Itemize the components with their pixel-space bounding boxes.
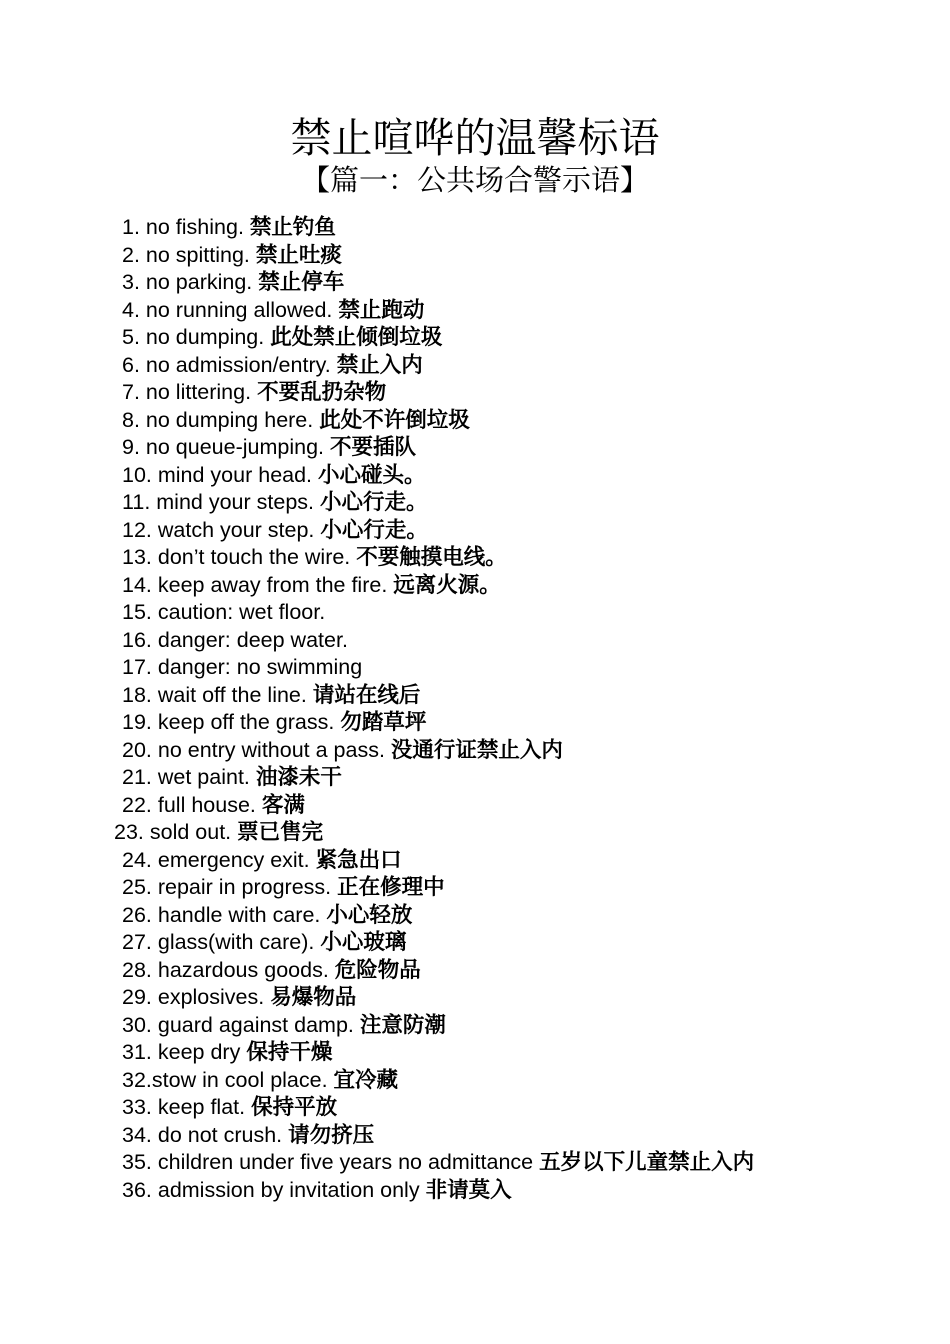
chinese-phrase: 紧急出口: [315, 847, 402, 873]
list-item: [122, 627, 754, 655]
list-item: [122, 984, 754, 1012]
list-item: [122, 352, 754, 380]
chinese-phrase: 此处禁止倾倒垃圾: [270, 325, 443, 350]
english-phrase: 28. hazardous goods.: [122, 957, 329, 982]
list-item: [122, 462, 754, 490]
list-item: [122, 572, 754, 600]
sign-phrase-list: [114, 214, 755, 1204]
list-item: [122, 709, 754, 737]
chinese-phrase: 禁止跑动: [338, 297, 425, 323]
chinese-phrase: 注意防潮: [359, 1012, 446, 1038]
list-item: [122, 764, 754, 792]
list-item: [122, 654, 754, 682]
list-item: [122, 737, 754, 765]
english-phrase: 15. caution: wet floor.: [122, 600, 326, 624]
chinese-phrase: 保持干燥: [246, 1040, 333, 1065]
chinese-phrase: 请站在线后: [312, 682, 421, 708]
english-phrase: 14. keep away from the fire.: [122, 572, 388, 597]
english-phrase: 5. no dumping.: [122, 325, 265, 349]
chinese-phrase: 禁止停车: [258, 270, 345, 295]
chinese-phrase: 小心碰头。: [318, 462, 426, 488]
chinese-phrase: 五岁以下儿童禁止入内: [539, 1150, 755, 1175]
list-item: [122, 682, 754, 710]
chinese-phrase: 宜冷藏: [333, 1067, 399, 1093]
english-phrase: 1. no fishing.: [122, 215, 244, 239]
list-item: [122, 1067, 754, 1095]
list-item: [122, 1012, 754, 1040]
list-item: [122, 434, 754, 462]
english-phrase: 11. mind your steps.: [122, 490, 314, 514]
chinese-phrase: 票已售完: [237, 820, 324, 845]
english-phrase: 27. glass(with care).: [122, 930, 315, 954]
list-item: [122, 792, 754, 820]
english-phrase: 2. no spitting.: [122, 242, 250, 267]
section-subtitle: 【篇一：公共场合警示语】: [300, 163, 649, 197]
list-item: [122, 929, 754, 957]
chinese-phrase: 易爆物品: [270, 985, 357, 1010]
english-phrase: 33. keep flat.: [122, 1095, 246, 1119]
english-phrase: 17. danger: no swimming: [122, 655, 363, 679]
chinese-phrase: 此处不许倒垃圾: [319, 407, 470, 433]
english-phrase: 29. explosives.: [122, 985, 265, 1009]
list-item: [122, 599, 754, 627]
chinese-phrase: 小心行走。: [320, 517, 428, 543]
list-item: [122, 1149, 754, 1177]
english-phrase: 30. guard against damp.: [122, 1012, 354, 1037]
english-phrase: 4. no running allowed.: [122, 297, 333, 322]
english-phrase: 8. no dumping here.: [122, 407, 314, 432]
chinese-phrase: 禁止吐痰: [255, 242, 342, 268]
english-phrase: 7. no littering.: [122, 380, 252, 404]
english-phrase: 19. keep off the grass.: [122, 710, 335, 734]
chinese-phrase: 客满: [261, 792, 305, 818]
chinese-phrase: 小心轻放: [326, 902, 413, 928]
chinese-phrase: 禁止入内: [336, 352, 423, 378]
english-phrase: 31. keep dry: [122, 1040, 241, 1064]
list-item: [122, 1039, 754, 1067]
english-phrase: 32.stow in cool place.: [122, 1067, 328, 1092]
chinese-phrase: 小心行走。: [319, 490, 428, 515]
list-item: [122, 214, 754, 242]
english-phrase: 18. wait off the line.: [122, 682, 307, 707]
list-item: [122, 544, 754, 572]
english-phrase: 20. no entry without a pass.: [122, 737, 385, 762]
list-item: [122, 1122, 754, 1150]
english-phrase: 6. no admission/entry.: [122, 352, 331, 377]
list-item: [122, 297, 754, 325]
english-phrase: 12. watch your step.: [122, 517, 315, 542]
english-phrase: 24. emergency exit.: [122, 847, 310, 872]
english-phrase: 22. full house.: [122, 792, 256, 817]
list-item: [122, 379, 754, 407]
english-phrase: 10. mind your head.: [122, 462, 313, 487]
chinese-phrase: 非请莫入: [425, 1177, 512, 1203]
english-phrase: 23. sold out.: [114, 820, 232, 844]
english-phrase: 3. no parking.: [122, 270, 253, 294]
list-item: [122, 407, 754, 435]
list-item: [122, 269, 754, 297]
chinese-phrase: 不要乱扔杂物: [257, 380, 387, 405]
list-item: [122, 847, 754, 875]
chinese-phrase: 请勿挤压: [288, 1122, 375, 1148]
english-phrase: 35. children under five years no admittance: [122, 1150, 534, 1174]
list-item: [114, 819, 754, 847]
list-item: [122, 489, 754, 517]
english-phrase: 13. don’t touch the wire.: [122, 545, 351, 569]
english-phrase: 34. do not crush.: [122, 1122, 283, 1147]
chinese-phrase: 保持平放: [251, 1095, 338, 1120]
document-title: 禁止喧哗的温馨标语: [290, 114, 660, 162]
list-item: [122, 1094, 754, 1122]
chinese-phrase: 勿踏草坪: [340, 710, 427, 735]
chinese-phrase: 没通行证禁止入内: [390, 737, 563, 763]
chinese-phrase: 远离火源。: [393, 572, 501, 598]
list-item: [122, 902, 754, 930]
english-phrase: 9. no queue-jumping.: [122, 435, 325, 459]
chinese-phrase: 危险物品: [334, 957, 421, 983]
chinese-phrase: 正在修理中: [337, 875, 445, 900]
list-item: [122, 517, 754, 545]
english-phrase: 16. danger: deep water.: [122, 627, 348, 652]
list-item: [122, 957, 754, 985]
english-phrase: 26. handle with care.: [122, 902, 321, 927]
chinese-phrase: 不要触摸电线。: [356, 545, 507, 570]
list-item: [122, 1177, 754, 1205]
chinese-phrase: 小心玻璃: [320, 930, 407, 955]
english-phrase: 21. wet paint.: [122, 765, 250, 789]
english-phrase: 25. repair in progress.: [122, 875, 332, 899]
list-item: [122, 242, 754, 270]
english-phrase: 36. admission by invitation only: [122, 1177, 420, 1202]
list-item: [122, 874, 754, 902]
chinese-phrase: 禁止钓鱼: [249, 215, 336, 240]
chinese-phrase: 油漆未干: [255, 765, 342, 790]
list-item: [122, 324, 754, 352]
chinese-phrase: 不要插队: [330, 435, 417, 460]
